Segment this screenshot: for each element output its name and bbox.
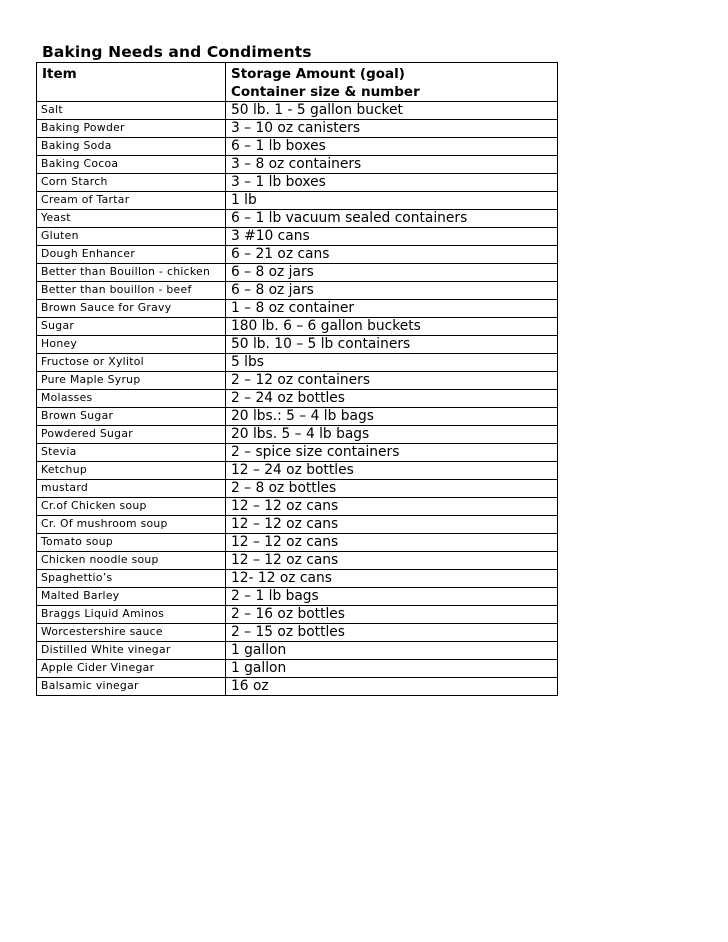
table-row bbox=[37, 570, 558, 588]
item-cell: Corn Starch bbox=[37, 174, 226, 192]
item-cell: Worcestershire sauce bbox=[37, 624, 226, 642]
storage-amount-cell: 1 gallon bbox=[226, 660, 558, 678]
table-row bbox=[37, 606, 558, 624]
table-row bbox=[37, 246, 558, 264]
table-row bbox=[37, 372, 558, 390]
storage-amount-cell: 5 lbs bbox=[226, 354, 558, 372]
item-cell: Apple Cider Vinegar bbox=[37, 660, 226, 678]
inventory-table bbox=[36, 62, 558, 696]
table-row bbox=[37, 192, 558, 210]
storage-amount-cell: 50 lb. 1 - 5 gallon bucket bbox=[226, 102, 558, 120]
item-cell: Pure Maple Syrup bbox=[37, 372, 226, 390]
item-cell: Molasses bbox=[37, 390, 226, 408]
item-cell: Cr.of Chicken soup bbox=[37, 498, 226, 516]
storage-amount-cell: 6 – 1 lb boxes bbox=[226, 138, 558, 156]
document-title: Baking Needs and Condiments bbox=[42, 43, 312, 61]
item-cell: Baking Powder bbox=[37, 120, 226, 138]
table-row bbox=[37, 444, 558, 462]
storage-amount-cell: 2 – 12 oz containers bbox=[226, 372, 558, 390]
table-row bbox=[37, 642, 558, 660]
item-cell: Yeast bbox=[37, 210, 226, 228]
storage-amount-cell: 2 – 8 oz bottles bbox=[226, 480, 558, 498]
table-row bbox=[37, 102, 558, 120]
item-cell: Powdered Sugar bbox=[37, 426, 226, 444]
table-row bbox=[37, 228, 558, 246]
table-row bbox=[37, 174, 558, 192]
item-cell: Braggs Liquid Aminos bbox=[37, 606, 226, 624]
storage-amount-cell: 6 – 8 oz jars bbox=[226, 264, 558, 282]
item-cell: Cream of Tartar bbox=[37, 192, 226, 210]
table-row bbox=[37, 462, 558, 480]
item-cell: mustard bbox=[37, 480, 226, 498]
item-cell: Brown Sauce for Gravy bbox=[37, 300, 226, 318]
storage-amount-cell: 16 oz bbox=[226, 678, 558, 696]
item-cell: Cr. Of mushroom soup bbox=[37, 516, 226, 534]
table-row bbox=[37, 624, 558, 642]
item-cell: Ketchup bbox=[37, 462, 226, 480]
table-row bbox=[37, 678, 558, 696]
item-cell: Baking Soda bbox=[37, 138, 226, 156]
storage-amount-cell: 12 – 12 oz cans bbox=[226, 552, 558, 570]
table-row bbox=[37, 426, 558, 444]
storage-amount-cell: 2 – 1 lb bags bbox=[226, 588, 558, 606]
header-row bbox=[37, 63, 558, 102]
item-cell: Distilled White vinegar bbox=[37, 642, 226, 660]
table-row bbox=[37, 516, 558, 534]
inventory-table-body bbox=[37, 63, 558, 696]
item-column-header: Item bbox=[37, 63, 226, 102]
item-cell: Chicken noodle soup bbox=[37, 552, 226, 570]
storage-amount-cell: 2 – 24 oz bottles bbox=[226, 390, 558, 408]
table-row bbox=[37, 336, 558, 354]
item-cell: Fructose or Xylitol bbox=[37, 354, 226, 372]
table-row bbox=[37, 210, 558, 228]
storage-amount-cell: 2 – 16 oz bottles bbox=[226, 606, 558, 624]
table-row bbox=[37, 408, 558, 426]
item-cell: Gluten bbox=[37, 228, 226, 246]
storage-amount-cell: 3 – 1 lb boxes bbox=[226, 174, 558, 192]
table-row bbox=[37, 318, 558, 336]
storage-amount-cell: 2 – spice size containers bbox=[226, 444, 558, 462]
storage-amount-cell: 1 gallon bbox=[226, 642, 558, 660]
item-cell: Tomato soup bbox=[37, 534, 226, 552]
table-row bbox=[37, 264, 558, 282]
item-cell: Honey bbox=[37, 336, 226, 354]
storage-amount-cell: 1 – 8 oz container bbox=[226, 300, 558, 318]
storage-amount-cell: 3 – 8 oz containers bbox=[226, 156, 558, 174]
storage-amount-cell: 6 – 21 oz cans bbox=[226, 246, 558, 264]
table-row bbox=[37, 480, 558, 498]
storage-amount-cell: 6 – 1 lb vacuum sealed containers bbox=[226, 210, 558, 228]
storage-amount-cell: 12- 12 oz cans bbox=[226, 570, 558, 588]
table-row bbox=[37, 660, 558, 678]
table-row bbox=[37, 282, 558, 300]
storage-amount-cell: 2 – 15 oz bottles bbox=[226, 624, 558, 642]
table-row bbox=[37, 300, 558, 318]
storage-header-line2: Container size & number bbox=[231, 84, 420, 100]
storage-amount-cell: 180 lb. 6 – 6 gallon buckets bbox=[226, 318, 558, 336]
storage-amount-cell: 6 – 8 oz jars bbox=[226, 282, 558, 300]
table-row bbox=[37, 552, 558, 570]
storage-column-header bbox=[226, 63, 558, 102]
table-row bbox=[37, 588, 558, 606]
item-cell: Stevia bbox=[37, 444, 226, 462]
storage-amount-cell: 20 lbs.: 5 – 4 lb bags bbox=[226, 408, 558, 426]
storage-amount-cell: 50 lb. 10 – 5 lb containers bbox=[226, 336, 558, 354]
item-cell: Malted Barley bbox=[37, 588, 226, 606]
storage-amount-cell: 12 – 12 oz cans bbox=[226, 534, 558, 552]
storage-amount-cell: 3 – 10 oz canisters bbox=[226, 120, 558, 138]
item-cell: Better than Bouillon - chicken bbox=[37, 264, 226, 282]
item-cell: Baking Cocoa bbox=[37, 156, 226, 174]
item-cell: Salt bbox=[37, 102, 226, 120]
table-row bbox=[37, 138, 558, 156]
storage-amount-cell: 3 #10 cans bbox=[226, 228, 558, 246]
item-cell: Sugar bbox=[37, 318, 226, 336]
table-row bbox=[37, 354, 558, 372]
storage-amount-cell: 1 lb bbox=[226, 192, 558, 210]
item-cell: Dough Enhancer bbox=[37, 246, 226, 264]
storage-amount-cell: 12 – 24 oz bottles bbox=[226, 462, 558, 480]
table-row bbox=[37, 390, 558, 408]
table-row bbox=[37, 156, 558, 174]
item-cell: Balsamic vinegar bbox=[37, 678, 226, 696]
item-cell: Brown Sugar bbox=[37, 408, 226, 426]
storage-amount-cell: 20 lbs. 5 – 4 lb bags bbox=[226, 426, 558, 444]
item-cell: Spaghettio’s bbox=[37, 570, 226, 588]
table-row bbox=[37, 498, 558, 516]
item-cell: Better than bouillon - beef bbox=[37, 282, 226, 300]
storage-header-line1: Storage Amount (goal) bbox=[231, 66, 405, 82]
storage-amount-cell: 12 – 12 oz cans bbox=[226, 498, 558, 516]
table-row bbox=[37, 534, 558, 552]
storage-amount-cell: 12 – 12 oz cans bbox=[226, 516, 558, 534]
table-row bbox=[37, 120, 558, 138]
